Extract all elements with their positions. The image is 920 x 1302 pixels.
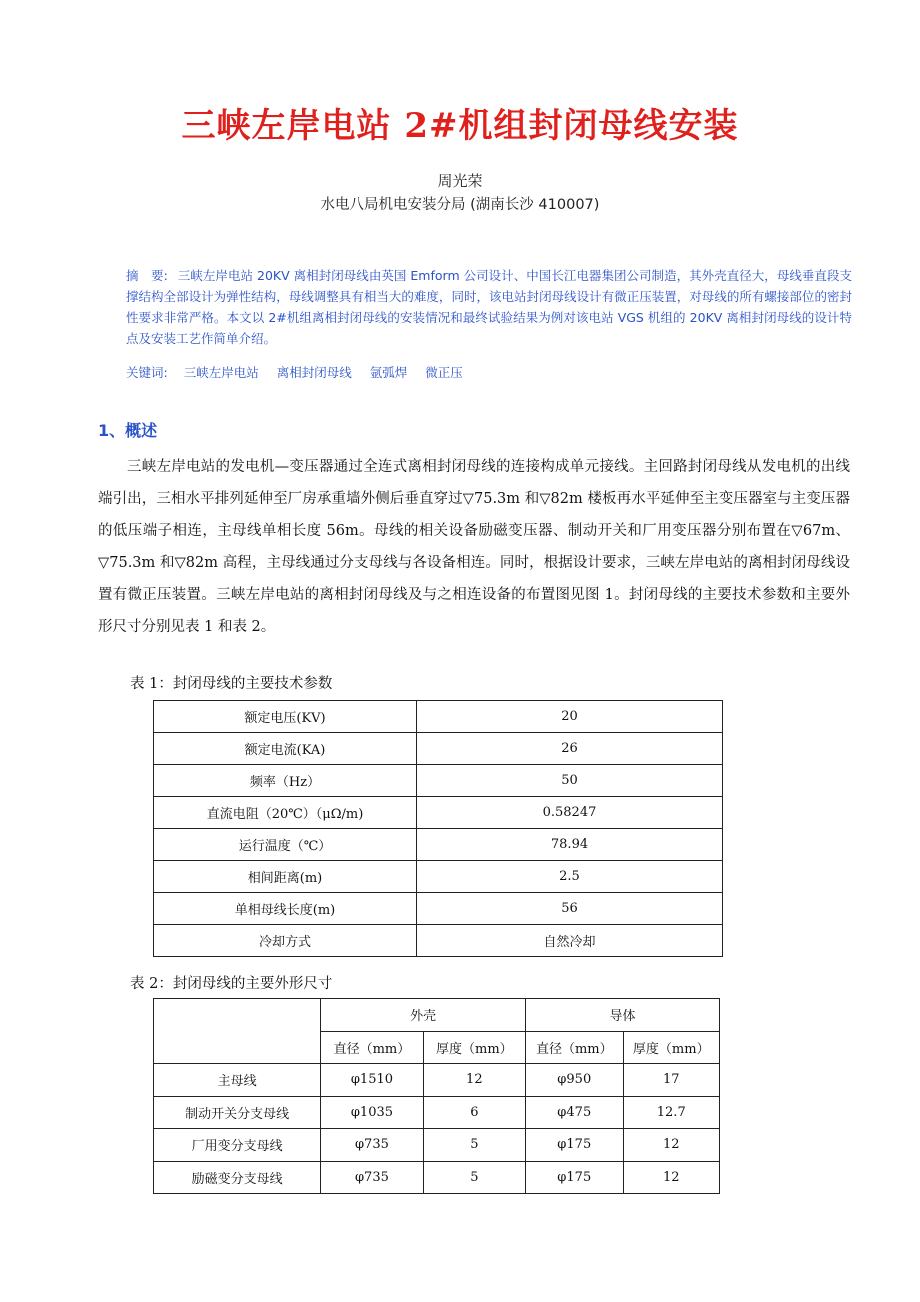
busbar-name-cell: 厂用变分支母线 (154, 1129, 321, 1162)
table-row (154, 829, 723, 861)
table-row (154, 1129, 720, 1162)
dimension-value-cell: 12 (623, 1129, 720, 1162)
parameter-value-cell: 26 (417, 733, 723, 765)
author-affiliation: 水电八局机电安装分局 (湖南长沙 410007) (320, 197, 600, 213)
parameter-name-cell: 单相母线长度(m) (154, 893, 417, 925)
group-header-conductor: 导体 (526, 999, 720, 1032)
keywords-label: 关键词: (126, 365, 168, 380)
abstract-label: 摘 要: (126, 268, 168, 283)
keyword: 离相封闭母线 (276, 365, 352, 380)
busbar-name-cell: 主母线 (154, 1064, 321, 1097)
dimension-value-cell: 12.7 (623, 1096, 720, 1129)
table-row (154, 1161, 720, 1194)
section-heading-overview: 1、概述 (98, 421, 158, 440)
parameter-name-cell: 额定电流(KA) (154, 733, 417, 765)
parameter-name-cell: 额定电压(KV) (154, 701, 417, 733)
table-row (154, 701, 723, 733)
parameter-name-cell: 直流电阻（20℃）（μΩ/m) (154, 797, 417, 829)
parameter-value-cell: 20 (417, 701, 723, 733)
parameter-name-cell: 运行温度（℃） (154, 829, 417, 861)
table-header-row (154, 999, 720, 1032)
parameter-value-cell: 50 (417, 765, 723, 797)
parameter-value-cell: 78.94 (417, 829, 723, 861)
table-row (154, 925, 723, 957)
dimension-value-cell: 5 (423, 1129, 525, 1162)
dimension-value-cell: φ735 (321, 1161, 423, 1194)
dimension-value-cell: 12 (423, 1064, 525, 1097)
dimensions-table (153, 998, 720, 1194)
subheader-cell: 厚度（mm） (423, 1031, 525, 1064)
busbar-name-cell: 励磁变分支母线 (154, 1161, 321, 1194)
subheader-cell: 厚度（mm） (623, 1031, 720, 1064)
dimension-value-cell: φ735 (321, 1129, 423, 1162)
table-row (154, 893, 723, 925)
author-name: 周光荣 (437, 172, 483, 190)
dimension-value-cell: 17 (623, 1064, 720, 1097)
abstract-text: 三峡左岸电站 20KV 离相封闭母线由英国 Emform 公司设计、中国长江电器集团公司制造，其外壳直径大，母线垂直段支撑结构全部设计为弹性结构，母线调整具有相当大的难度，同时，该电站封闭母线设计有微正压装置，对母线的所有螺接部位的密封性要求非常严格。本文以 2#机组离相封闭母线的安装情况和最终试验结果为例对该电站 VGS 机组的 20KV 离相封闭母线的设计特点及安装工艺作简单介绍。 (126, 268, 852, 346)
table-row (154, 1096, 720, 1129)
parameter-value-cell: 2.5 (417, 861, 723, 893)
technical-parameters-table (153, 700, 723, 957)
parameter-name-cell: 冷却方式 (154, 925, 417, 957)
dimension-value-cell: φ1510 (321, 1064, 423, 1097)
parameter-value-cell: 自然冷却 (417, 925, 723, 957)
parameter-value-cell: 56 (417, 893, 723, 925)
dimension-value-cell: 5 (423, 1161, 525, 1194)
table-row (154, 1064, 720, 1097)
table-corner-cell (154, 999, 321, 1064)
abstract (126, 265, 852, 349)
dimension-value-cell: φ475 (526, 1096, 623, 1129)
table2-caption: 表 2：封闭母线的主要外形尺寸 (130, 976, 333, 992)
busbar-name-cell: 制动开关分支母线 (154, 1096, 321, 1129)
dimension-value-cell: φ175 (526, 1161, 623, 1194)
table1-caption: 表 1：封闭母线的主要技术参数 (130, 676, 333, 692)
dimension-value-cell: φ950 (526, 1064, 623, 1097)
dimension-value-cell: 12 (623, 1161, 720, 1194)
keyword: 三峡左岸电站 (183, 365, 259, 380)
keywords (126, 363, 852, 381)
dimension-value-cell: φ1035 (321, 1096, 423, 1129)
parameter-name-cell: 频率（Hz） (154, 765, 417, 797)
dimension-value-cell: φ175 (526, 1129, 623, 1162)
table-row (154, 861, 723, 893)
parameter-name-cell: 相间距离(m) (154, 861, 417, 893)
dimension-value-cell: 6 (423, 1096, 525, 1129)
table-row (154, 765, 723, 797)
table-row (154, 733, 723, 765)
subheader-cell: 直径（mm） (526, 1031, 623, 1064)
parameter-value-cell: 0.58247 (417, 797, 723, 829)
overview-paragraph: 三峡左岸电站的发电机—变压器通过全连式离相封闭母线的连接构成单元接线。主回路封闭母线从发电机的出线端引出，三相水平排列延伸至厂房承重墙外侧后垂直穿过▽75.3m 和▽82m 楼板再水平延伸至主变压器室与主变压器的低压端子相连，主母线单相长度 56m。母线的相关设备励磁变压器、制动开关和厂用变压器分别布置在▽67m、▽75.3m 和▽82m 高程，主母线通过分支母线与各设备相连。同时，根据设计要求，三峡左岸电站的离相封闭母线设置有微正压装置。三峡左岸电站的离相封闭母线及与之相连设备的布置图见图 1。封闭母线的主要技术参数和主要外形尺寸分别见表 1 和表 2。 (98, 459, 850, 635)
table-row (154, 797, 723, 829)
keyword: 氩弧焊 (369, 365, 408, 380)
group-header-shell: 外壳 (321, 999, 526, 1032)
paper-title: 三峡左岸电站 2#机组封闭母线安装 (181, 106, 739, 146)
keyword: 微正压 (425, 365, 463, 380)
subheader-cell: 直径（mm） (321, 1031, 423, 1064)
